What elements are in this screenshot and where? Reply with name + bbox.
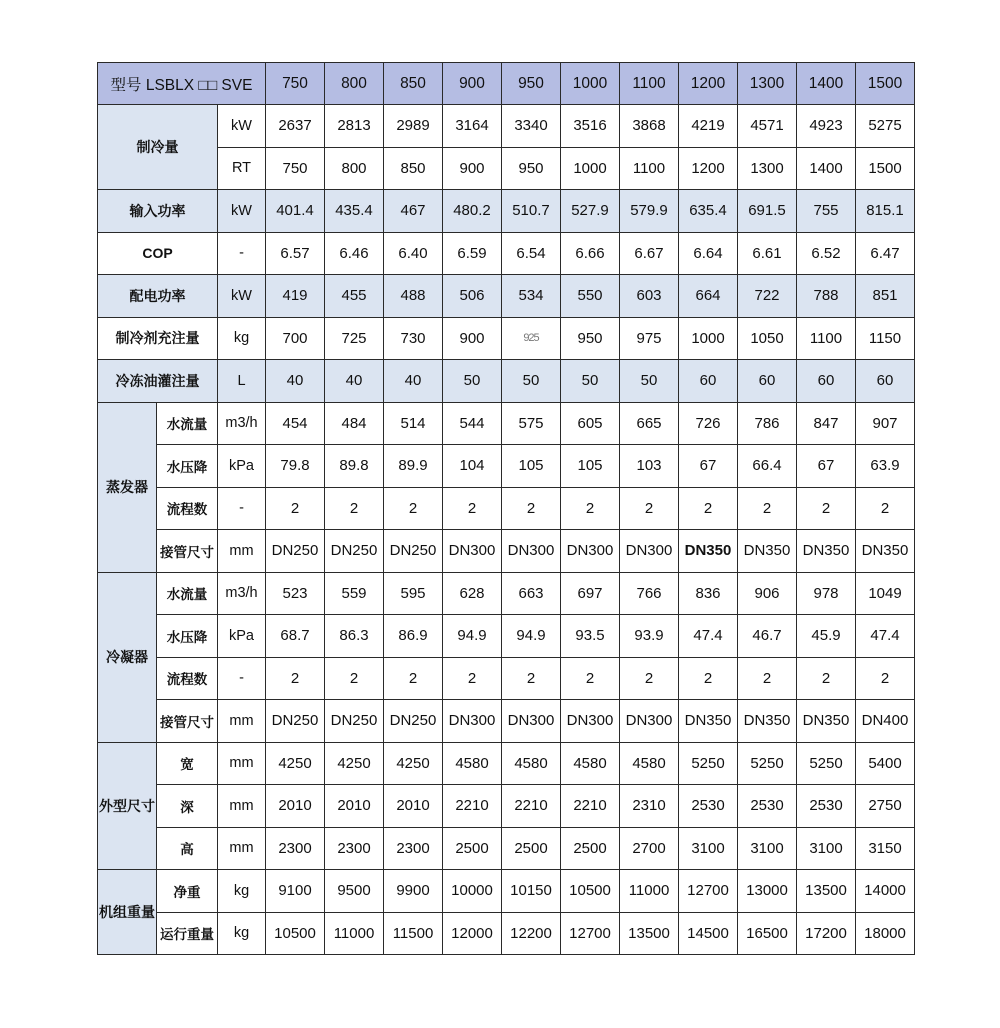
value-cell: 907 (856, 402, 915, 445)
value-cell: 2813 (325, 105, 384, 148)
value-cell: 2300 (325, 827, 384, 870)
value-cell: 467 (384, 190, 443, 233)
value-cell: DN300 (620, 530, 679, 573)
value-cell: 12700 (561, 912, 620, 955)
value-cell: 925 (502, 317, 561, 360)
value-cell: 47.4 (679, 615, 738, 658)
value-cell: 50 (502, 360, 561, 403)
value-cell: 2750 (856, 785, 915, 828)
value-cell: 2210 (443, 785, 502, 828)
value-cell: 47.4 (856, 615, 915, 658)
value-cell: 94.9 (502, 615, 561, 658)
value-cell: 1400 (797, 147, 856, 190)
value-cell: 68.7 (266, 615, 325, 658)
value-cell: DN350 (738, 530, 797, 573)
value-cell: DN350 (797, 530, 856, 573)
value-cell: 544 (443, 402, 502, 445)
value-cell: 2530 (738, 785, 797, 828)
row-label: COP (98, 232, 218, 275)
value-cell: 10150 (502, 870, 561, 913)
unit-cell: kg (218, 870, 266, 913)
value-cell: DN350 (738, 700, 797, 743)
value-cell: 40 (384, 360, 443, 403)
value-cell: 950 (561, 317, 620, 360)
value-cell: 1050 (738, 317, 797, 360)
value-cell: 2 (797, 487, 856, 530)
value-cell: 722 (738, 275, 797, 318)
value-cell: 6.67 (620, 232, 679, 275)
value-cell: 480.2 (443, 190, 502, 233)
row-sublabel: 流程数 (157, 487, 218, 530)
group-label: 蒸发器 (98, 402, 157, 572)
value-cell: 454 (266, 402, 325, 445)
table-row (98, 572, 915, 615)
unit-cell: kg (218, 317, 266, 360)
unit-cell: RT (218, 147, 266, 190)
value-cell: 730 (384, 317, 443, 360)
value-cell: 5275 (856, 105, 915, 148)
value-cell: 603 (620, 275, 679, 318)
value-cell: 800 (325, 147, 384, 190)
value-cell: 2 (561, 657, 620, 700)
unit-cell: kPa (218, 615, 266, 658)
value-cell: 2500 (443, 827, 502, 870)
table-row (98, 615, 915, 658)
value-cell: 6.64 (679, 232, 738, 275)
value-cell: 523 (266, 572, 325, 615)
value-cell: 6.59 (443, 232, 502, 275)
table-row (98, 402, 915, 445)
value-cell: 1150 (856, 317, 915, 360)
value-cell: 6.66 (561, 232, 620, 275)
value-cell: 2989 (384, 105, 443, 148)
value-cell: 2 (679, 487, 738, 530)
value-cell: 67 (679, 445, 738, 488)
value-cell: DN250 (384, 530, 443, 573)
value-cell: 86.3 (325, 615, 384, 658)
value-cell: 847 (797, 402, 856, 445)
value-cell: 788 (797, 275, 856, 318)
value-cell: 2530 (797, 785, 856, 828)
table-row (98, 657, 915, 700)
value-cell: 455 (325, 275, 384, 318)
row-label: 输入功率 (98, 190, 218, 233)
value-cell: 2700 (620, 827, 679, 870)
row-label: 配电功率 (98, 275, 218, 318)
row-sublabel: 宽 (157, 742, 218, 785)
value-cell: 2 (266, 657, 325, 700)
row-sublabel: 流程数 (157, 657, 218, 700)
value-cell: 104 (443, 445, 502, 488)
unit-cell: L (218, 360, 266, 403)
table-row (98, 487, 915, 530)
value-cell: 1500 (856, 147, 915, 190)
value-cell: 2210 (502, 785, 561, 828)
value-cell: 94.9 (443, 615, 502, 658)
value-cell: 628 (443, 572, 502, 615)
unit-cell: kW (218, 105, 266, 148)
value-cell: 6.54 (502, 232, 561, 275)
value-cell: 2 (561, 487, 620, 530)
table-row (98, 445, 915, 488)
table-row (98, 870, 915, 913)
model-header-cell: 750 (266, 63, 325, 105)
value-cell: 12000 (443, 912, 502, 955)
value-cell: 14000 (856, 870, 915, 913)
table-row (98, 700, 915, 743)
unit-cell: kg (218, 912, 266, 955)
value-cell: 755 (797, 190, 856, 233)
value-cell: 6.47 (856, 232, 915, 275)
value-cell: 3100 (797, 827, 856, 870)
value-cell: DN250 (266, 700, 325, 743)
value-cell: 105 (502, 445, 561, 488)
model-header-cell: 1500 (856, 63, 915, 105)
unit-cell: kW (218, 190, 266, 233)
row-sublabel: 水流量 (157, 402, 218, 445)
value-cell: 2 (797, 657, 856, 700)
value-cell: 4250 (384, 742, 443, 785)
value-cell: 4219 (679, 105, 738, 148)
value-cell: 851 (856, 275, 915, 318)
value-cell: 93.9 (620, 615, 679, 658)
value-cell: 12700 (679, 870, 738, 913)
row-label: 冷冻油灌注量 (98, 360, 218, 403)
unit-cell: kW (218, 275, 266, 318)
model-header-cell: 1300 (738, 63, 797, 105)
value-cell: 3150 (856, 827, 915, 870)
value-cell: 4580 (443, 742, 502, 785)
value-cell: DN350 (679, 700, 738, 743)
value-cell: 6.40 (384, 232, 443, 275)
value-cell: 3100 (738, 827, 797, 870)
value-cell: 4571 (738, 105, 797, 148)
row-label: 制冷剂充注量 (98, 317, 218, 360)
value-cell: 2530 (679, 785, 738, 828)
value-cell: 5250 (738, 742, 797, 785)
value-cell: 5250 (797, 742, 856, 785)
value-cell: 2 (266, 487, 325, 530)
value-cell: 10000 (443, 870, 502, 913)
value-cell: 435.4 (325, 190, 384, 233)
value-cell: 4580 (620, 742, 679, 785)
value-cell: 79.8 (266, 445, 325, 488)
value-cell: 1100 (620, 147, 679, 190)
value-cell: 510.7 (502, 190, 561, 233)
unit-cell: kPa (218, 445, 266, 488)
value-cell: 2 (443, 487, 502, 530)
value-cell: 1000 (561, 147, 620, 190)
value-cell: 2500 (561, 827, 620, 870)
value-cell: 86.9 (384, 615, 443, 658)
value-cell: DN300 (620, 700, 679, 743)
value-cell: 514 (384, 402, 443, 445)
value-cell: 13000 (738, 870, 797, 913)
value-cell: 419 (266, 275, 325, 318)
row-sublabel: 水压降 (157, 615, 218, 658)
value-cell: DN300 (443, 530, 502, 573)
table-row (98, 742, 915, 785)
value-cell: 103 (620, 445, 679, 488)
value-cell: 2 (502, 657, 561, 700)
value-cell: 978 (797, 572, 856, 615)
value-cell: 575 (502, 402, 561, 445)
unit-cell: mm (218, 742, 266, 785)
value-cell: 506 (443, 275, 502, 318)
table-row (98, 105, 915, 148)
value-cell: DN300 (502, 700, 561, 743)
value-cell: 5250 (679, 742, 738, 785)
value-cell: 13500 (797, 870, 856, 913)
value-cell: 2300 (384, 827, 443, 870)
value-cell: 605 (561, 402, 620, 445)
value-cell: 579.9 (620, 190, 679, 233)
value-cell: DN300 (443, 700, 502, 743)
value-cell: 17200 (797, 912, 856, 955)
value-cell: 664 (679, 275, 738, 318)
value-cell: DN250 (266, 530, 325, 573)
model-header-cell: 800 (325, 63, 384, 105)
value-cell: 850 (384, 147, 443, 190)
value-cell: 40 (325, 360, 384, 403)
group-label: 外型尺寸 (98, 742, 157, 870)
value-cell: 2 (620, 657, 679, 700)
value-cell: 2 (679, 657, 738, 700)
table-row (98, 827, 915, 870)
value-cell: 45.9 (797, 615, 856, 658)
value-cell: 697 (561, 572, 620, 615)
value-cell: 105 (561, 445, 620, 488)
value-cell: DN250 (325, 530, 384, 573)
value-cell: 700 (266, 317, 325, 360)
value-cell: 89.8 (325, 445, 384, 488)
value-cell: 900 (443, 147, 502, 190)
unit-cell: - (218, 487, 266, 530)
value-cell: 2 (620, 487, 679, 530)
model-header-cell: 1000 (561, 63, 620, 105)
value-cell: 2010 (325, 785, 384, 828)
value-cell: 1200 (679, 147, 738, 190)
unit-cell: mm (218, 530, 266, 573)
table-row (98, 232, 915, 275)
unit-cell: - (218, 232, 266, 275)
value-cell: 2 (443, 657, 502, 700)
value-cell: 3164 (443, 105, 502, 148)
value-cell: 60 (679, 360, 738, 403)
value-cell: 550 (561, 275, 620, 318)
value-cell: 11000 (620, 870, 679, 913)
value-cell: 2 (384, 657, 443, 700)
value-cell: 766 (620, 572, 679, 615)
value-cell: DN350 (856, 530, 915, 573)
value-cell: 60 (856, 360, 915, 403)
table-row (98, 190, 915, 233)
table-row (98, 785, 915, 828)
value-cell: 6.52 (797, 232, 856, 275)
value-cell: 10500 (561, 870, 620, 913)
value-cell: 3868 (620, 105, 679, 148)
value-cell: 93.5 (561, 615, 620, 658)
value-cell: 815.1 (856, 190, 915, 233)
value-cell: 50 (443, 360, 502, 403)
value-cell: 4923 (797, 105, 856, 148)
value-cell: 60 (738, 360, 797, 403)
value-cell: 89.9 (384, 445, 443, 488)
unit-cell: - (218, 657, 266, 700)
value-cell: 6.61 (738, 232, 797, 275)
value-cell: 950 (502, 147, 561, 190)
value-cell: 50 (620, 360, 679, 403)
model-header-cell: 1100 (620, 63, 679, 105)
table-row (98, 530, 915, 573)
value-cell: 595 (384, 572, 443, 615)
value-cell: 2500 (502, 827, 561, 870)
value-cell: 401.4 (266, 190, 325, 233)
unit-cell: mm (218, 827, 266, 870)
value-cell: 6.57 (266, 232, 325, 275)
model-header-cell: 1200 (679, 63, 738, 105)
unit-cell: m3/h (218, 402, 266, 445)
value-cell: 1100 (797, 317, 856, 360)
row-sublabel: 水流量 (157, 572, 218, 615)
value-cell: 906 (738, 572, 797, 615)
value-cell: 2 (325, 487, 384, 530)
value-cell: DN300 (561, 700, 620, 743)
value-cell: DN250 (325, 700, 384, 743)
value-cell: 40 (266, 360, 325, 403)
model-header-cell: 850 (384, 63, 443, 105)
value-cell: 488 (384, 275, 443, 318)
value-cell: 3100 (679, 827, 738, 870)
value-cell: 3340 (502, 105, 561, 148)
value-cell: DN300 (502, 530, 561, 573)
group-label: 冷凝器 (98, 572, 157, 742)
value-cell: 726 (679, 402, 738, 445)
value-cell: 4250 (325, 742, 384, 785)
value-cell: 66.4 (738, 445, 797, 488)
value-cell: 12200 (502, 912, 561, 955)
value-cell: 3516 (561, 105, 620, 148)
value-cell: 2 (502, 487, 561, 530)
value-cell: 484 (325, 402, 384, 445)
value-cell: 50 (561, 360, 620, 403)
value-cell: DN250 (384, 700, 443, 743)
value-cell: 1000 (679, 317, 738, 360)
value-cell: DN400 (856, 700, 915, 743)
table-row (98, 360, 915, 403)
value-cell: 691.5 (738, 190, 797, 233)
value-cell: 534 (502, 275, 561, 318)
value-cell: 9500 (325, 870, 384, 913)
value-cell: 4580 (502, 742, 561, 785)
value-cell: 67 (797, 445, 856, 488)
model-header-cell: 1400 (797, 63, 856, 105)
unit-cell: m3/h (218, 572, 266, 615)
value-cell: 1049 (856, 572, 915, 615)
value-cell: 11000 (325, 912, 384, 955)
value-cell: 725 (325, 317, 384, 360)
value-cell: DN350 (679, 530, 738, 573)
value-cell: 6.46 (325, 232, 384, 275)
value-cell: 665 (620, 402, 679, 445)
value-cell: 2 (738, 657, 797, 700)
value-cell: 2010 (384, 785, 443, 828)
row-sublabel: 接管尺寸 (157, 700, 218, 743)
value-cell: 9100 (266, 870, 325, 913)
value-cell: 9900 (384, 870, 443, 913)
value-cell: 2 (325, 657, 384, 700)
table-row (98, 912, 915, 955)
model-header-label: 型号 LSBLX □□ SVE (98, 63, 266, 105)
value-cell: 2637 (266, 105, 325, 148)
model-header-cell: 900 (443, 63, 502, 105)
value-cell: 663 (502, 572, 561, 615)
value-cell: 18000 (856, 912, 915, 955)
header-row (98, 63, 915, 105)
row-sublabel: 运行重量 (157, 912, 218, 955)
row-sublabel: 净重 (157, 870, 218, 913)
value-cell: 60 (797, 360, 856, 403)
table-row (98, 275, 915, 318)
value-cell: 559 (325, 572, 384, 615)
unit-cell: mm (218, 785, 266, 828)
value-cell: 63.9 (856, 445, 915, 488)
value-cell: 13500 (620, 912, 679, 955)
value-cell: DN300 (561, 530, 620, 573)
value-cell: 2310 (620, 785, 679, 828)
unit-cell: mm (218, 700, 266, 743)
value-cell: 14500 (679, 912, 738, 955)
value-cell: 16500 (738, 912, 797, 955)
group-label: 制冷量 (98, 105, 218, 190)
spec-table (97, 62, 915, 955)
value-cell: 635.4 (679, 190, 738, 233)
value-cell: 2210 (561, 785, 620, 828)
value-cell: 786 (738, 402, 797, 445)
spec-table-body (98, 63, 915, 955)
value-cell: DN350 (797, 700, 856, 743)
table-row (98, 147, 915, 190)
table-row (98, 317, 915, 360)
value-cell: 4580 (561, 742, 620, 785)
value-cell: 10500 (266, 912, 325, 955)
value-cell: 2300 (266, 827, 325, 870)
value-cell: 2 (384, 487, 443, 530)
value-cell: 2 (856, 487, 915, 530)
row-sublabel: 高 (157, 827, 218, 870)
value-cell: 750 (266, 147, 325, 190)
value-cell: 1300 (738, 147, 797, 190)
value-cell: 2010 (266, 785, 325, 828)
value-cell: 900 (443, 317, 502, 360)
group-label: 机组重量 (98, 870, 157, 955)
value-cell: 11500 (384, 912, 443, 955)
model-header-cell: 950 (502, 63, 561, 105)
value-cell: 527.9 (561, 190, 620, 233)
row-sublabel: 接管尺寸 (157, 530, 218, 573)
value-cell: 4250 (266, 742, 325, 785)
value-cell: 2 (856, 657, 915, 700)
value-cell: 5400 (856, 742, 915, 785)
value-cell: 975 (620, 317, 679, 360)
row-sublabel: 深 (157, 785, 218, 828)
value-cell: 2 (738, 487, 797, 530)
value-cell: 46.7 (738, 615, 797, 658)
value-cell: 836 (679, 572, 738, 615)
row-sublabel: 水压降 (157, 445, 218, 488)
